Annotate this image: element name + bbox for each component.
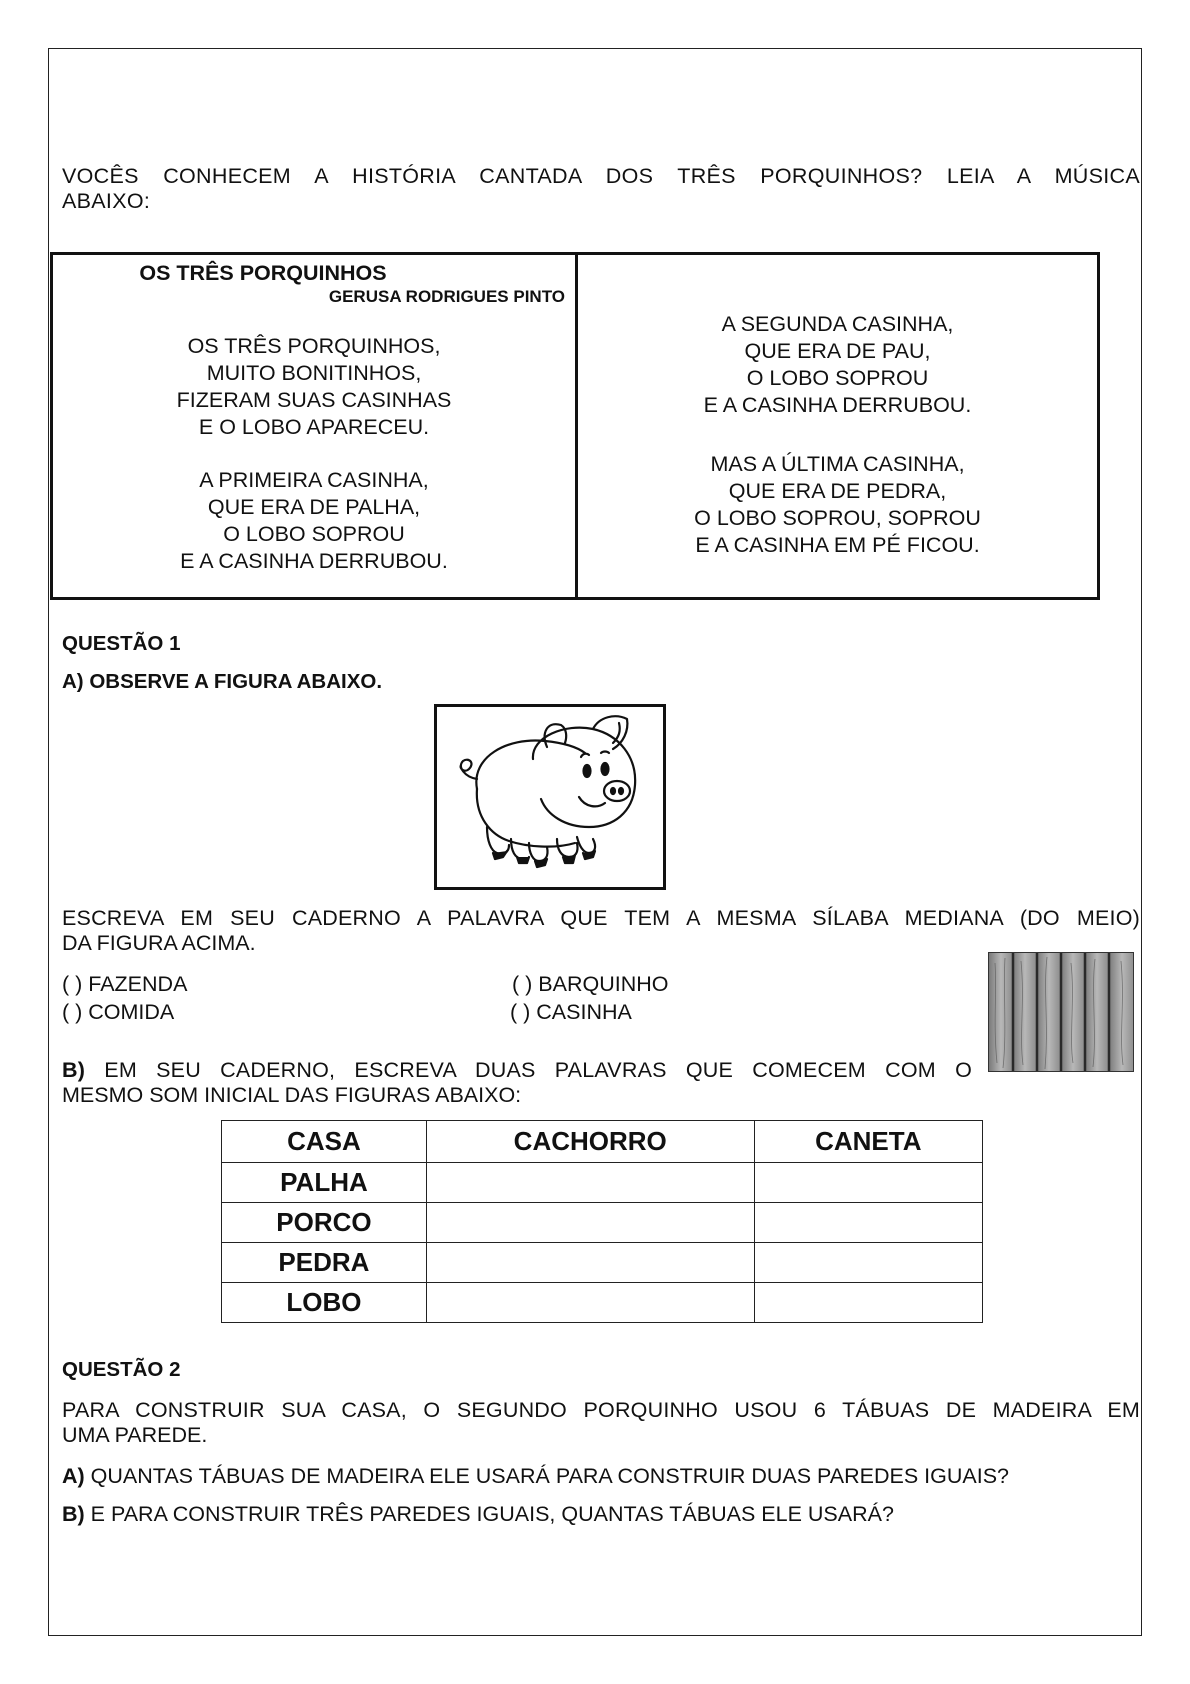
- table-header-casa: CASA: [222, 1121, 427, 1163]
- stanza-line: QUE ERA DE PEDRA,: [728, 479, 947, 503]
- stanza-line: E A CASINHA DERRUBOU.: [180, 549, 448, 573]
- question-2b: [62, 1502, 894, 1527]
- table-cell-empty[interactable]: [754, 1243, 982, 1283]
- song-left-column: [53, 255, 578, 597]
- stanza-line: A PRIMEIRA CASINHA,: [199, 468, 429, 492]
- stanza-line: O LOBO SOPROU: [223, 522, 405, 546]
- stanza-line: MAS A ÚLTIMA CASINHA,: [710, 452, 965, 476]
- table-cell-empty[interactable]: [426, 1243, 754, 1283]
- question-2-text: [62, 1398, 1140, 1448]
- question-2a-text: QUANTAS TÁBUAS DE MADEIRA ELE USARÁ PARA CONSTRUIR DUAS PAREDES IGUAIS?: [84, 1464, 1010, 1488]
- option-comida[interactable]: ( ) COMIDA: [62, 1000, 175, 1024]
- song-author: GERUSA RODRIGUES PINTO: [328, 287, 565, 306]
- table-cell-porco: PORCO: [222, 1203, 427, 1243]
- initial-sound-table: [221, 1120, 983, 1323]
- stanza-line: A SEGUNDA CASINHA,: [721, 312, 954, 336]
- question-1b-line-1: [62, 1058, 972, 1083]
- instruction-line-1: ESCREVA EM SEU CADERNO A PALAVRA QUE TEM A MESMA SÍLABA MEDIANA (DO MEIO): [62, 906, 1140, 930]
- question-1b-label: B): [62, 1058, 86, 1082]
- table-header-cachorro: CACHORRO: [426, 1121, 754, 1163]
- table-header-row: [222, 1121, 983, 1163]
- question-2-line-2: UMA PAREDE.: [62, 1423, 208, 1447]
- song-box: [50, 252, 1100, 600]
- option-fazenda[interactable]: ( ) FAZENDA: [62, 972, 188, 996]
- table-row: [222, 1283, 983, 1323]
- question-2b-label: B): [62, 1502, 85, 1526]
- table-cell-empty[interactable]: [754, 1163, 982, 1203]
- option-barquinho[interactable]: ( ) BARQUINHO: [512, 972, 669, 996]
- table-header-caneta: CANETA: [754, 1121, 982, 1163]
- stanza-line: FIZERAM SUAS CASINHAS: [176, 388, 452, 412]
- stanza-line: E O LOBO APARECEU.: [198, 415, 430, 439]
- pig-icon: [437, 707, 663, 887]
- table-cell-empty[interactable]: [426, 1163, 754, 1203]
- question-1b-line-2: MESMO SOM INICIAL DAS FIGURAS ABAIXO:: [62, 1083, 522, 1107]
- stanza-line: E A CASINHA EM PÉ FICOU.: [695, 533, 980, 557]
- pig-picture: [434, 704, 666, 890]
- stanza-line: O LOBO SOPROU: [746, 366, 929, 390]
- intro-text: [62, 164, 1140, 214]
- table-row: [222, 1163, 983, 1203]
- table-cell-empty[interactable]: [754, 1283, 982, 1323]
- intro-line-1: VOCÊS CONHECEM A HISTÓRIA CANTADA DOS TRÊS PORQUINHOS? LEIA A MÚSICA: [62, 164, 1140, 188]
- stanza-4: [578, 451, 1097, 559]
- stanza-3: [578, 311, 1097, 419]
- option-casinha[interactable]: ( ) CASINHA: [510, 1000, 632, 1024]
- question-2-line-1: PARA CONSTRUIR SUA CASA, O SEGUNDO PORQUINHO USOU 6 TÁBUAS DE MADEIRA EM: [62, 1398, 1140, 1422]
- question-1b-text: [62, 1058, 972, 1108]
- stanza-line: MUITO BONITINHOS,: [206, 361, 422, 385]
- song-title: OS TRÊS PORQUINHOS: [139, 261, 387, 285]
- question-1-heading: QUESTÃO 1: [62, 632, 181, 655]
- table-cell-pedra: PEDRA: [222, 1243, 427, 1283]
- question-1a-instruction: [62, 906, 1140, 956]
- table-cell-empty[interactable]: [754, 1203, 982, 1243]
- table-row: [222, 1243, 983, 1283]
- table-cell-palha: PALHA: [222, 1163, 427, 1203]
- table-row: [222, 1203, 983, 1243]
- question-1b-text-1: EM SEU CADERNO, ESCREVA DUAS PALAVRAS QUE COMECEM COM O: [85, 1058, 972, 1082]
- stanza-2: [53, 467, 575, 575]
- question-2a: [62, 1464, 1009, 1489]
- stanza-1: [53, 333, 575, 441]
- stanza-line: QUE ERA DE PALHA,: [207, 495, 421, 519]
- instruction-line-2: DA FIGURA ACIMA.: [62, 931, 256, 955]
- song-right-column: [578, 255, 1097, 597]
- stanza-line: O LOBO SOPROU, SOPROU: [694, 506, 981, 530]
- stanza-line: OS TRÊS PORQUINHOS,: [187, 334, 441, 358]
- question-2a-label: A): [62, 1464, 85, 1488]
- question-1a-label: A) OBSERVE A FIGURA ABAIXO.: [62, 670, 383, 693]
- wood-planks-icon: [989, 953, 1134, 1072]
- table-cell-empty[interactable]: [426, 1203, 754, 1243]
- question-2b-text: E PARA CONSTRUIR TRÊS PAREDES IGUAIS, QUANTAS TÁBUAS ELE USARÁ?: [84, 1502, 894, 1526]
- stanza-line: E A CASINHA DERRUBOU.: [703, 393, 972, 417]
- table-cell-lobo: LOBO: [222, 1283, 427, 1323]
- wood-planks-picture: [988, 952, 1134, 1072]
- stanza-line: QUE ERA DE PAU,: [744, 339, 931, 363]
- table-cell-empty[interactable]: [426, 1283, 754, 1323]
- question-2-heading: QUESTÃO 2: [62, 1358, 181, 1381]
- intro-line-2: ABAIXO:: [62, 189, 151, 213]
